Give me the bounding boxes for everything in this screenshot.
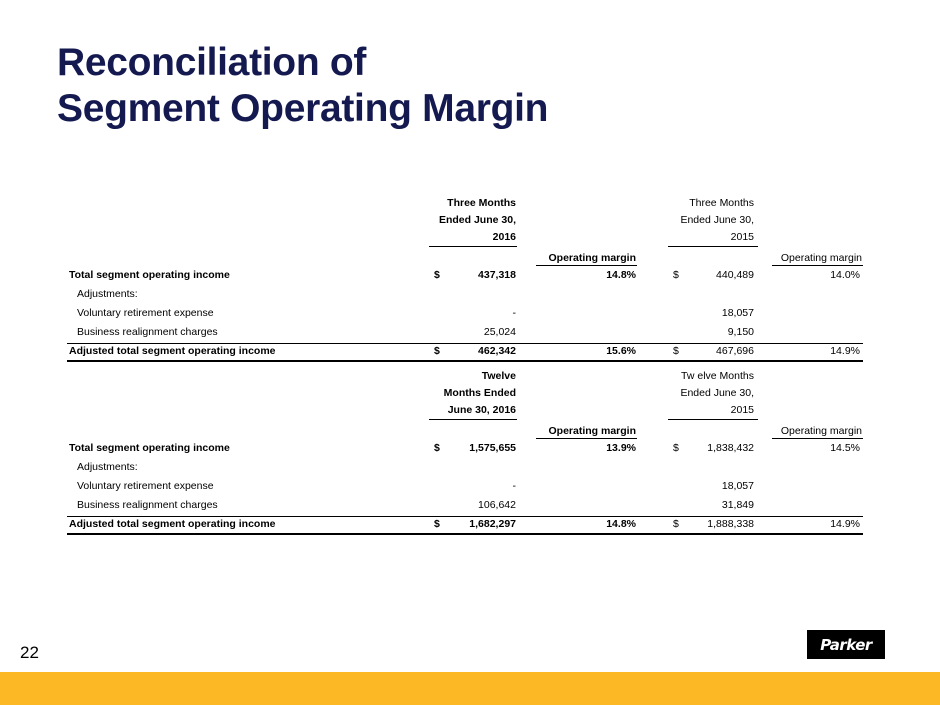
- table1-row-value-1: 462,342: [478, 345, 516, 357]
- table2-col1-header-rule: [429, 419, 517, 420]
- table2-col3-header-line: Ended June 30,: [680, 387, 754, 399]
- table1-row-dollar-1: $: [434, 269, 440, 281]
- table2-row-value-2: 1,888,338: [707, 518, 754, 530]
- table1-col1-header-line: Three Months: [447, 197, 516, 209]
- table1-row-dollar-1: $: [434, 345, 440, 357]
- table2-row-label: Business realignment charges: [77, 499, 218, 511]
- table2-row-value-2: 1,838,432: [707, 442, 754, 454]
- table1-col3-header-line: 2015: [730, 231, 754, 243]
- table2-row-label: Adjusted total segment operating income: [69, 518, 276, 530]
- table1-row-value-2: 18,057: [721, 307, 754, 319]
- table1-row-label: Voluntary retirement expense: [77, 307, 214, 319]
- table1-row-value-1: -: [512, 307, 516, 319]
- table1-total-top-rule: [67, 343, 863, 344]
- table2-total-bottom-rule: [67, 533, 863, 535]
- page-number: 22: [20, 643, 39, 662]
- table2-margin-header-1-rule: [536, 438, 637, 439]
- table2-margin-header-2-rule: [772, 438, 863, 439]
- slide-title: [57, 40, 548, 132]
- table1-margin-header-2-rule: [772, 265, 863, 266]
- table1-row-margin-1: 15.6%: [606, 345, 636, 357]
- table1-col1-header-line: Ended June 30,: [438, 214, 516, 226]
- title-line-1: Reconciliation of: [57, 41, 367, 84]
- table1-row-value-2: 467,696: [716, 345, 754, 357]
- table1-margin-header-2: Operating margin: [780, 252, 862, 264]
- table2-row-margin-2: 14.9%: [830, 518, 860, 530]
- table2-row-value-2: 18,057: [721, 480, 754, 492]
- table1-row-value-1: 437,318: [478, 269, 516, 281]
- table1-row-margin-1: 14.8%: [606, 269, 636, 281]
- table1-row-label: Adjusted total segment operating income: [69, 345, 276, 357]
- table1-row-label: Adjustments:: [77, 288, 138, 300]
- table1-row-label: Total segment operating income: [69, 269, 230, 281]
- table2-row-label: Total segment operating income: [69, 442, 230, 454]
- table1-row-dollar-2: $: [673, 269, 679, 281]
- table2-col1-header-line: Months Ended: [443, 387, 516, 399]
- table2-row-dollar-1: $: [434, 442, 440, 454]
- table2-row-margin-2: 14.5%: [830, 442, 860, 454]
- table2-row-value-1: -: [512, 480, 516, 492]
- table2-col1-header-line: June 30, 2016: [447, 404, 516, 416]
- table1-row-label: Business realignment charges: [77, 326, 218, 338]
- table2-row-label: Adjustments:: [77, 461, 138, 473]
- table2-row-value-2: 31,849: [721, 499, 754, 511]
- table2-row-dollar-1: $: [434, 518, 440, 530]
- table2-col3-header-rule: [668, 419, 758, 420]
- table2-row-value-1: 106,642: [478, 499, 516, 511]
- title-line-2: Segment Operating Margin: [57, 87, 549, 130]
- table2-row-dollar-2: $: [673, 518, 679, 530]
- table1-col1-header-line: 2016: [492, 231, 516, 243]
- table2-total-top-rule: [67, 516, 863, 517]
- table2-row-label: Voluntary retirement expense: [77, 480, 214, 492]
- table1-total-bottom-rule: [67, 360, 863, 362]
- table2-col1-header-line: Twelve: [481, 370, 516, 382]
- table2-col3-header-line: 2015: [730, 404, 754, 416]
- table1-col3-header-line: Three Months: [689, 197, 754, 209]
- table1-margin-header-1: Operating margin: [548, 252, 636, 264]
- bottom-accent-bar: [0, 672, 940, 705]
- table1-row-dollar-2: $: [673, 345, 679, 357]
- table2-row-margin-1: 14.8%: [606, 518, 636, 530]
- table1-col1-header-rule: [429, 246, 517, 247]
- table2-row-margin-1: 13.9%: [606, 442, 636, 454]
- table1-row-margin-2: 14.9%: [830, 345, 860, 357]
- table2-margin-header-2: Operating margin: [780, 425, 862, 437]
- table1-row-value-2: 9,150: [727, 326, 754, 338]
- table2-row-dollar-2: $: [673, 442, 679, 454]
- table1-row-value-2: 440,489: [716, 269, 754, 281]
- parker-logo: [807, 630, 885, 659]
- table2-row-value-1: 1,575,655: [469, 442, 516, 454]
- table1-row-value-1: 25,024: [483, 326, 516, 338]
- table1-margin-header-1-rule: [536, 265, 637, 266]
- table1-col3-header-line: Ended June 30,: [680, 214, 754, 226]
- table2-row-value-1: 1,682,297: [469, 518, 516, 530]
- logo-text: Parker: [820, 635, 872, 654]
- table2-col3-header-line: Tw elve Months: [681, 370, 754, 382]
- table1-col3-header-rule: [668, 246, 758, 247]
- table1-row-margin-2: 14.0%: [830, 269, 860, 281]
- table2-margin-header-1: Operating margin: [548, 425, 636, 437]
